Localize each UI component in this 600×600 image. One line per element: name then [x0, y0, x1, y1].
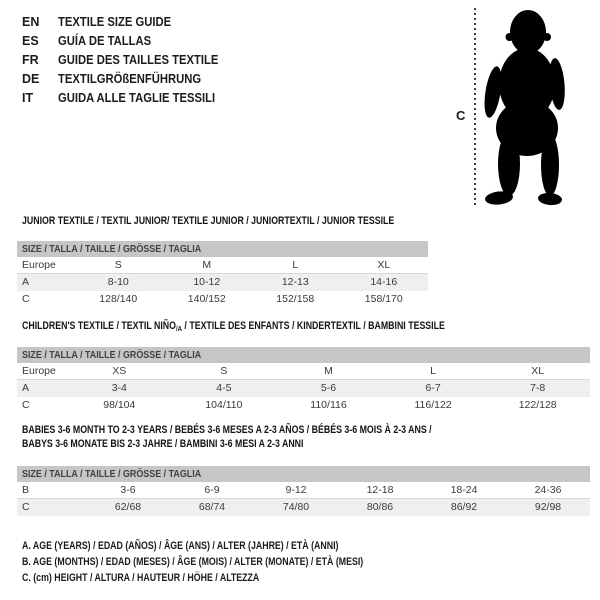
legend-line-c: C. (cm) HEIGHT / ALTURA / HAUTEUR / HÖHE / ALTEZZA — [22, 572, 260, 584]
junior-size-table — [17, 241, 428, 308]
height-cell: 80/86 — [366, 501, 394, 513]
table-row-age-months — [17, 482, 590, 499]
height-cell: 122/128 — [518, 399, 557, 411]
height-cell: 92/98 — [534, 501, 562, 513]
junior-table-title: JUNIOR TEXTILE / TEXTIL JUNIOR/ TEXTILE JUNIOR / JUNIORTEXTIL / JUNIOR TESSILE — [22, 215, 395, 227]
size-cell: M — [324, 365, 333, 377]
language-label: GUÍA DE TALLAS — [58, 34, 152, 48]
age-cell: 10-12 — [193, 276, 221, 288]
language-code: ES — [22, 34, 39, 48]
babies-table-title: BABIES 3-6 MONTH TO 2-3 YEARS / BEBÉS 3-6 MESES A 2-3 AÑOS / BÉBÉS 3-6 MOIS À 2-3 ANS / BABYS 3-6 MONATE BIS 2-3 JAHRE / BAMBINI 3-6 MESI A 2-3 ANNI — [22, 424, 432, 450]
age-cell: 3-6 — [120, 484, 136, 496]
height-cell: 158/170 — [364, 293, 403, 305]
age-cell: 9-12 — [285, 484, 307, 496]
height-cell: 152/158 — [276, 293, 315, 305]
table-row-age — [17, 380, 590, 397]
height-cell: 140/152 — [187, 293, 226, 305]
age-cell: 6-9 — [204, 484, 220, 496]
language-row-fr — [22, 51, 236, 70]
row-label: C — [22, 399, 30, 411]
row-label: C — [22, 501, 30, 513]
height-measure-label: C — [456, 108, 466, 123]
age-cell: 18-24 — [450, 484, 478, 496]
row-label: A — [22, 382, 30, 394]
size-cell: M — [202, 259, 212, 271]
age-cell: 8-10 — [107, 276, 129, 288]
language-row-de — [22, 70, 236, 89]
row-label: C — [22, 293, 30, 305]
size-cell: S — [220, 365, 228, 377]
age-cell: 4-5 — [216, 382, 232, 394]
row-label: Europe — [22, 365, 56, 377]
age-cell: 3-4 — [111, 382, 127, 394]
age-cell: 12-13 — [281, 276, 309, 288]
height-measure-dotted-line — [474, 8, 476, 207]
age-cell: 14-16 — [370, 276, 398, 288]
size-header-bar: SIZE / TALLA / TAILLE / GRÖSSE / TAGLIA — [17, 241, 428, 257]
language-label: GUIDE DES TAILLES TEXTILE — [58, 53, 219, 67]
age-cell: 12-18 — [366, 484, 394, 496]
table-row-height — [17, 397, 590, 414]
size-header-bar: SIZE / TALLA / TAILLE / GRÖSSE / TAGLIA — [17, 466, 590, 482]
language-code: IT — [22, 91, 34, 105]
language-code: DE — [22, 72, 40, 86]
language-code: EN — [22, 15, 40, 29]
language-title-list — [22, 13, 236, 108]
children-size-table — [17, 347, 590, 414]
height-cell: 104/110 — [205, 399, 243, 411]
size-cell: L — [292, 259, 299, 271]
height-cell: 116/122 — [414, 399, 452, 411]
language-row-it — [22, 89, 236, 108]
language-code: FR — [22, 53, 39, 67]
babies-size-table — [17, 466, 590, 516]
size-cell: L — [430, 365, 436, 377]
size-cell: XL — [531, 365, 545, 377]
measure-legend — [22, 538, 449, 586]
legend-line-b: B. AGE (MONTHS) / EDAD (MESES) / ÂGE (MOIS) / ALTER (MONATE) / ETÀ (MESI) — [22, 556, 364, 568]
row-label: Europe — [22, 259, 56, 271]
height-cell: 62/68 — [114, 501, 142, 513]
height-cell: 110/116 — [310, 399, 347, 411]
row-label: A — [22, 276, 30, 288]
table-row-age — [17, 274, 428, 291]
size-cell: XL — [377, 259, 391, 271]
children-table-title: CHILDREN'S TEXTILE / TEXTIL $NIÑO_{/A}$ / TEXTILE DES ENFANTS / KINDERTEXTIL / BAMBINI TESSILE — [22, 320, 445, 333]
table-row-height — [17, 291, 428, 308]
size-cell: S — [114, 259, 122, 271]
age-cell: 6-7 — [425, 382, 441, 394]
language-row-es — [22, 32, 236, 51]
language-label: GUIDA ALLE TAGLIE TESSILI — [58, 91, 216, 105]
size-header-bar: SIZE / TALLA / TAILLE / GRÖSSE / TAGLIA — [17, 347, 590, 363]
height-cell: 128/140 — [99, 293, 138, 305]
age-cell: 24-36 — [534, 484, 562, 496]
language-label: TEXTILGRÖßENFÜHRUNG — [58, 72, 202, 86]
age-cell: 7-8 — [530, 382, 546, 394]
title-subscript: /A — [175, 324, 182, 333]
baby-silhouette-icon — [483, 8, 569, 207]
language-row-en — [22, 13, 236, 32]
table-row-europe — [17, 257, 428, 274]
height-cell: 86/92 — [450, 501, 478, 513]
table-row-europe — [17, 363, 590, 380]
height-cell: 74/80 — [282, 501, 310, 513]
legend-line-a: A. AGE (YEARS) / EDAD (AÑOS) / ÂGE (ANS) / ALTER (JAHRE) / ETÀ (ANNI) — [22, 540, 339, 552]
height-cell: 68/74 — [198, 501, 226, 513]
age-cell: 5-6 — [320, 382, 337, 394]
height-cell: 98/104 — [103, 399, 136, 411]
size-cell: XS — [112, 365, 127, 377]
language-label: TEXTILE SIZE GUIDE — [58, 15, 172, 29]
row-label: B — [22, 484, 30, 496]
table-row-height — [17, 499, 590, 516]
